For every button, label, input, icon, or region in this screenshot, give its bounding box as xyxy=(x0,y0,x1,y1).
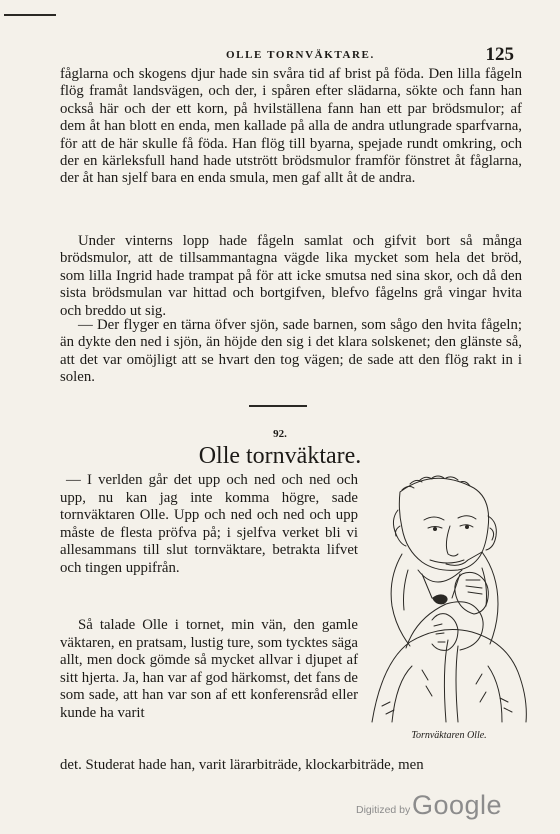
story-paragraph-1: fåglarna och skogens djur hade sin svåra tid af brist på föda. Den lilla fågeln flög framåt landsvägen, och der, i spåren efter slädarna, sökte och fann han också här och der ett korn, på hvilställena fann han ett par brödsmulor; af dem åt han blott en enda, men kallade på alla de andra utlungrade sparfvarna, för att de här skulle få föda. Han flög till byarna, spejade rundt omkring, och der en kärleksfull hand hade utstrött brödsmulor framför fönstret åt fåglarna, der åt han sjelf bara en enda smula, men gaf allt åt de andra. xyxy=(60,66,522,187)
running-title: OLLE TORNVÄKTARE. xyxy=(226,49,375,61)
story-paragraph-3: — Der flyger en tärna öfver sjön, sade barnen, som sågo den hvita fågeln; än dykte den ned i sjön, än höjde den sig i det klara solskenet; den glänste så, att det var omöjligt att se hvart den tog vägen; de sade att den flög rakt in i solen. xyxy=(60,317,522,386)
tower-watchman-illustration xyxy=(362,470,534,730)
page-number: 125 xyxy=(485,44,514,65)
margin-mark xyxy=(4,14,56,16)
section-number: 92. xyxy=(273,428,287,440)
running-head xyxy=(70,46,514,66)
section-divider xyxy=(249,405,307,407)
story-paragraph-2: Under vinterns lopp hade fågeln samlat och gifvit bort så många brödsmulor, att de tillsammantagna vägde lika mycket som hela det bröd, som lilla Ingrid hade trampat på för att icke smutsa ned sina skor, och då den sista brödsmulan var hittad och bortgifven, blefvo fågelns grå vingar hvita och breddo ut sig. xyxy=(60,233,522,319)
section-paragraph-1: — I verlden går det upp och ned och ned och upp, nu kan jag inte komma högre, sade tornväktaren Olle. Upp och ned och ned och upp måste de flesta pröfva på; i sjelfva verket bli vi allesammans till slut tornväktare, betrakta lifvet och tingen uppifrån. xyxy=(60,472,358,576)
section-title: Olle tornväktare. xyxy=(198,443,362,469)
google-logo: Google xyxy=(412,790,503,820)
illustration-caption: Tornväktaren Olle. xyxy=(411,730,487,741)
digitized-by-label: Digitized by xyxy=(356,804,411,816)
continuation-line: det. Studerat hade han, varit lärarbiträde, klockarbiträde, men xyxy=(60,757,424,773)
section-paragraph-2: Så talade Olle i tornet, min vän, den gamle väktaren, en pratsam, lustig ture, som tycktes säga allt, men dock gömde så mycket allvar i djupet af sitt hjerta. Ja, han var af god härkomst, det fans de som sade, att han var son af ett konferensråd eller kunde ha varit xyxy=(60,617,358,721)
digitization-watermark xyxy=(350,790,550,830)
